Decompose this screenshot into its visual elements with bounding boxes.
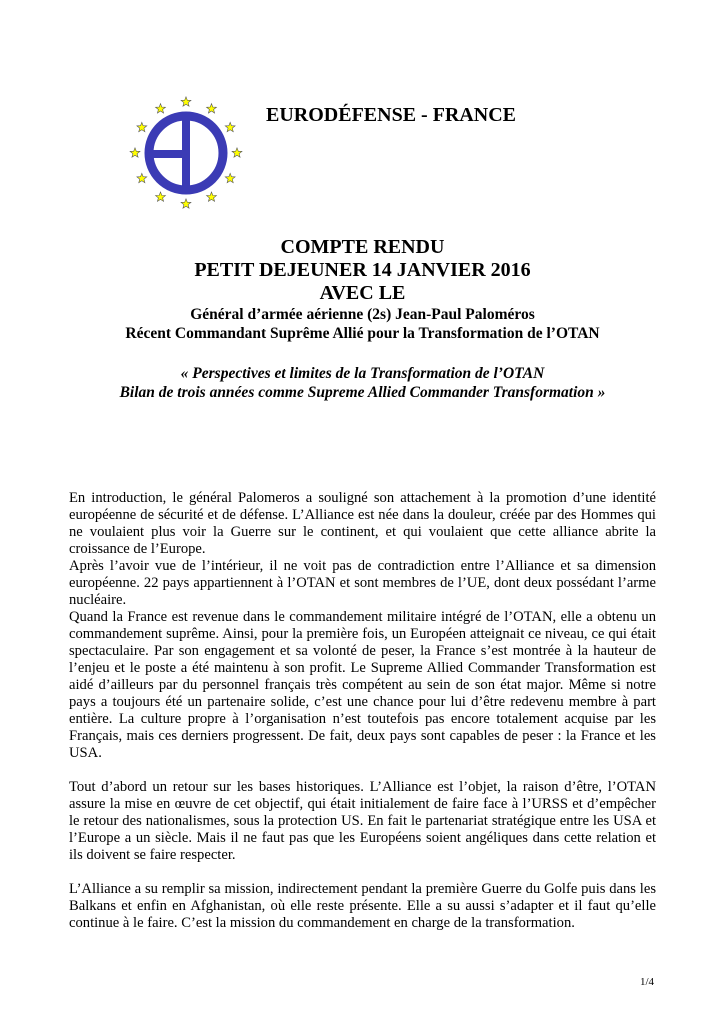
- paragraph: Tout d’abord un retour sur les bases historiques. L’Alliance est l’objet, la raison d’être, l’OTAN assure la mise en œuvre de cet objectif, qui était initialement de faire face à l’URSS et d’empêcher le retour des nationalismes, sous la protection US. En fait le partenariat stratégique entre les USA et l’Europe a un siècle. Mais il ne faut pas que les Européens soient angéliques dans cette relation et ils doivent se faire respecter.: [69, 779, 656, 863]
- star-icon: [232, 148, 242, 157]
- paragraph: En introduction, le général Palomeros a souligné son attachement à la promotion d’une identité européenne de sécurité et de défense. L’Alliance est née dans la douleur, créée par des Hommes qui ne voulaient plus voir la Guerre sur le continent, et qui voulaient que cette alliance abrite la croissance de l’Europe.: [69, 490, 656, 557]
- title-line-2: PETIT DEJEUNER 14 JANVIER 2016: [194, 259, 531, 281]
- subject-line-2: Bilan de trois années comme Supreme Allied Commander Transformation »: [119, 384, 606, 401]
- speaker-role: Récent Commandant Suprême Allié pour la Transformation de l’OTAN: [125, 325, 600, 342]
- paragraph: L’Alliance a su remplir sa mission, indirectement pendant la première Guerre du Golfe puis dans les Balkans et enfin en Afghanistan, où elle reste présente. Elle a su aussi s’adapter et il faut qu’elle continue à le faire. C’est la mission du commandement en charge de la transformation.: [69, 881, 656, 931]
- subject-line-1: « Perspectives et limites de la Transformation de l’OTAN: [180, 365, 545, 382]
- star-icon: [225, 173, 235, 182]
- star-icon: [181, 97, 191, 106]
- star-icon: [207, 104, 217, 113]
- title-line-1: COMPTE RENDU: [280, 236, 445, 258]
- star-icon: [130, 148, 140, 157]
- star-icon: [225, 122, 235, 131]
- eurodefense-logo: [126, 96, 246, 212]
- star-icon: [207, 192, 217, 201]
- organization-name: EURODÉFENSE - FRANCE: [266, 104, 517, 126]
- title-block: [0, 236, 725, 402]
- title-line-3: AVEC LE: [319, 282, 406, 304]
- report-body: [69, 490, 656, 932]
- paragraph: Quand la France est revenue dans le commandement militaire intégré de l’OTAN, elle a obtenu un commandement suprême. Ainsi, pour la première fois, un Européen atteignait ce niveau, ce qui était spectaculaire. Par son engagement et sa volonté de peser, la France s’est montrée à la hauteur de l’enjeu et le poste a été maintenu à son profit. Le Supreme Allied Commander Transformation est aidé d’ailleurs par du personnel français très compétent au sein de son état major. Même si notre pays a toujours été un partenaire solide, c’est une chance pour lui d’être redevenu membre à part entière. La culture propre à l’organisation n’est toutefois pas encore totalement acquise par les Français, mais ces derniers progressent. De fait, deux pays sont capables de peser : la France et les USA.: [69, 609, 656, 761]
- speaker-name: Général d’armée aérienne (2s) Jean-Paul Paloméros: [190, 306, 535, 323]
- star-icon: [137, 173, 147, 182]
- page-number: 1/4: [640, 976, 655, 988]
- star-icon: [156, 192, 166, 201]
- star-icon: [181, 199, 191, 208]
- star-icon: [156, 104, 166, 113]
- star-icon: [137, 122, 147, 131]
- paragraph: Après l’avoir vue de l’intérieur, il ne voit pas de contradiction entre l’Alliance et sa dimension européenne. 22 pays appartiennent à l’OTAN et sont membres de l’UE, dont deux possédant l’arme nucléaire.: [69, 558, 656, 608]
